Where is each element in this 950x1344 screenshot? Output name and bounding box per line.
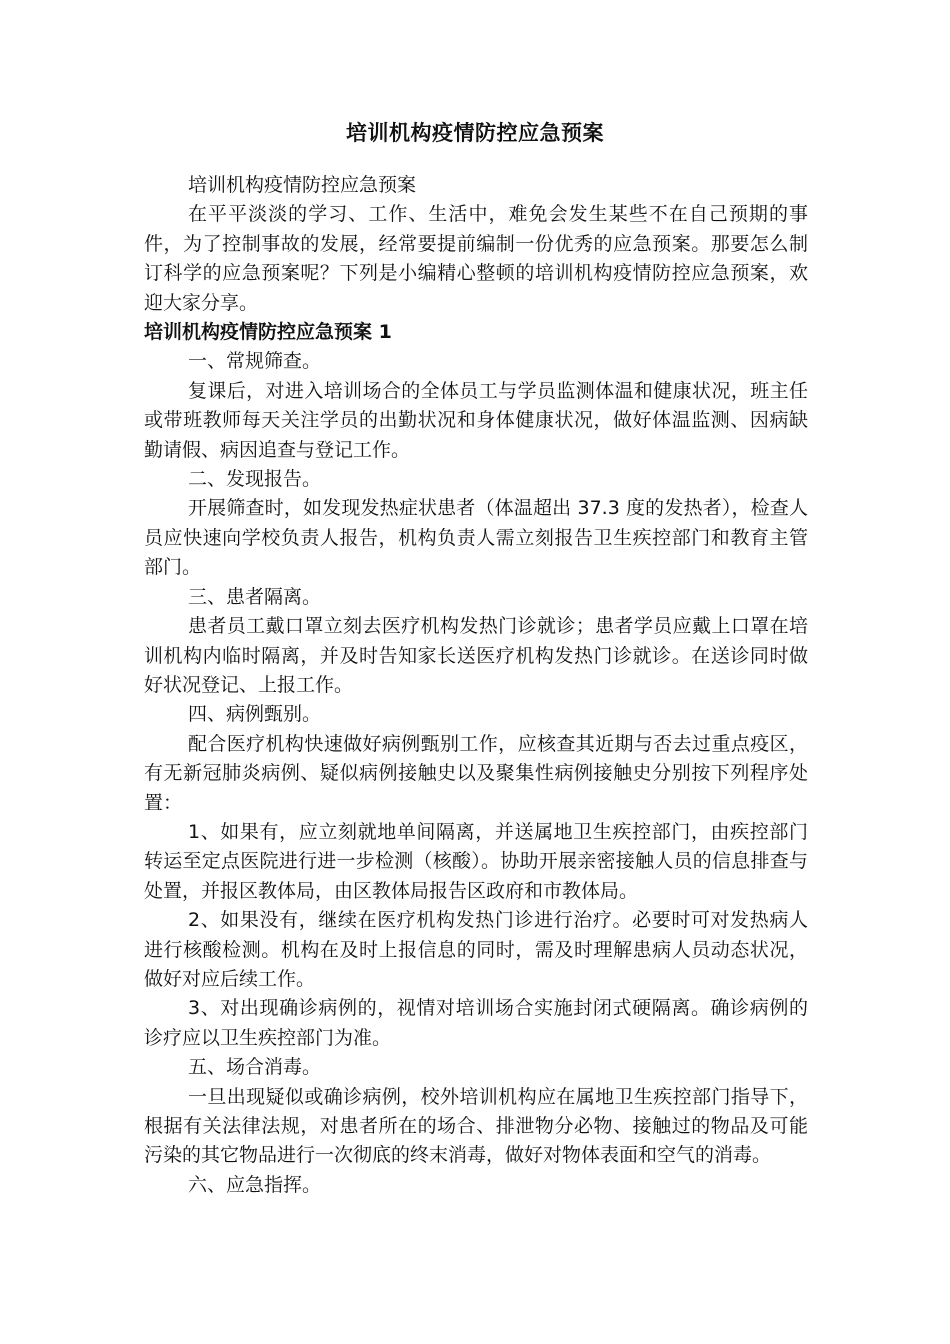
item-heading-5: 五、场合消毒。 [188, 1056, 322, 1079]
list-item-2: 2、如果没有，继续在医疗机构发热门诊进行治疗。必要时可对发热病人进行核酸检测。机构在及时上报信息的同时，需及时理解患病人员动态状况，做好对应后续工作。 [144, 909, 808, 990]
paragraph-disinfection: 一旦出现疑似或确诊病例，校外培训机构应在属地卫生疾控部门指导下，根据有关法律法规，对患者所在的场合、排泄物分必物、接触过的物品及可能污染的其它物品进行一次彻底的终末消毒，做好对物体表面和空气的消毒。 [144, 1085, 808, 1167]
paragraph-intro: 在平平淡淡的学习、工作、生活中，难免会发生某些不在自己预期的事件，为了控制事故的发展，经常要提前编制一份优秀的应急预案。那要怎么制订科学的应急预案呢？下列是小编精心整顿的培训机构疫情防控应急预案，欢迎大家分享。 [144, 203, 808, 314]
paragraph-screening: 复课后，对进入培训场合的全体员工与学员监测体温和健康状况，班主任或带班教师每天关注学员的出勤状况和身体健康状况，做好体温监测、因病缺勤请假、病因追查与登记工作。 [144, 379, 808, 461]
item-heading-2: 二、发现报告。 [188, 468, 322, 491]
list-item-3: 3、对出现确诊病例的，视情对培训场合实施封闭式硬隔离。确诊病例的诊疗应以卫生疾控部门为准。 [144, 997, 808, 1049]
paragraph-screening-cases: 配合医疗机构快速做好病例甄别工作，应核查其近期与否去过重点疫区，有无新冠肺炎病例、疑似病例接触史以及聚集性病例接触史分别按下列程序处置： [144, 732, 808, 814]
list-item-1: 1、如果有，应立刻就地单间隔离，并送属地卫生疾控部门，由疾控部门转运至定点医院进行进一步检测（核酸）。协助开展亲密接触人员的信息排查与处置，并报区教体局，由区教体局报告区政府和市教体局。 [144, 820, 808, 902]
document-body [144, 171, 808, 1200]
document-title: 培训机构疫情防控应急预案 [346, 121, 604, 145]
paragraph-reporting: 开展筛查时，如发现发热症状患者（体温超出 37.3 度的发热者），检查人员应快速向学校负责人报告，机构负责人需立刻报告卫生疾控部门和教育主管部门。 [144, 497, 808, 579]
item-heading-1: 一、常规筛查。 [188, 350, 322, 373]
paragraph-isolation: 患者员工戴口罩立刻去医疗机构发热门诊就诊；患者学员应戴上口罩在培训机构内临时隔离，并及时告知家长送医疗机构发热门诊就诊。在送诊同时做好状况登记、上报工作。 [144, 615, 808, 696]
item-heading-6: 六、应急指挥。 [188, 1173, 322, 1196]
item-heading-4: 四、病例甄别。 [188, 703, 322, 726]
item-heading-3: 三、患者隔离。 [188, 585, 322, 608]
paragraph-subtitle: 培训机构疫情防控应急预案 [188, 174, 417, 196]
section-heading: 培训机构疫情防控应急预案 1 [144, 321, 392, 344]
